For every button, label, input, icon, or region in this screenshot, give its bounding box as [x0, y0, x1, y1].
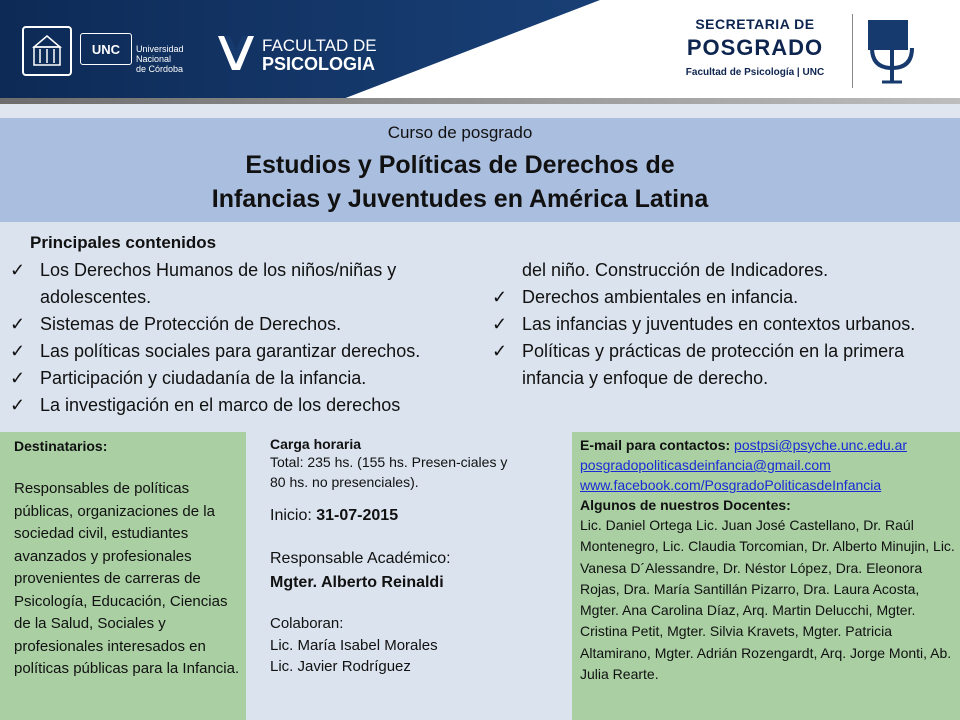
- facultad-name: FACULTAD DE PSICOLOGIA: [262, 36, 377, 74]
- academic-lead: Responsable Académico: Mgter. Alberto Reinaldi: [270, 550, 451, 591]
- list-item: ✓ Derechos ambientales en infancia.: [492, 284, 942, 311]
- email-link-1[interactable]: postpsi@psyche.unc.edu.ar: [734, 437, 908, 453]
- checkmark-icon: ✓: [10, 341, 26, 361]
- email-link-2[interactable]: posgradopoliticasdeinfancia@gmail.com: [580, 457, 831, 473]
- destinatarios-panel: [0, 432, 246, 720]
- unc-seal-icon: [22, 26, 72, 76]
- list-item: ✓ La investigación en el marco de los derechos: [10, 392, 480, 419]
- contents-heading: Principales contenidos: [30, 233, 217, 252]
- list-item: ✓ Políticas y prácticas de protección en la primera infancia y enfoque de derecho.: [492, 338, 942, 392]
- facultad-logo-icon: [216, 34, 256, 72]
- carga-horaria-heading: Carga horaria: [270, 436, 362, 452]
- unc-badge: UNC: [80, 33, 132, 65]
- list-item: ✓ Las infancias y juventudes en contextos urbanos.: [492, 311, 942, 338]
- docentes-heading: Algunos de nuestros Docentes:: [580, 497, 791, 513]
- course-type: Curso de posgrado: [387, 123, 533, 142]
- unc-full-name: Universidad Nacional de Córdoba: [136, 44, 184, 74]
- contents-list-left: [10, 257, 480, 419]
- list-item: ✓ Las políticas sociales para garantizar derechos.: [10, 338, 480, 365]
- secretaria-posgrado-logo: SECRETARIA DE POSGRADO Facultad de Psicología | UNC: [685, 16, 825, 78]
- contents-list-right: [492, 257, 942, 392]
- course-info-panel: [246, 432, 550, 720]
- checkmark-icon: ✓: [492, 287, 508, 307]
- collaborators: Colaboran: Lic. María Isabel Morales Lic. Javier Rodríguez: [270, 615, 438, 675]
- contents-section: [0, 222, 960, 432]
- checkmark-icon: ✓: [10, 368, 26, 388]
- logo-divider: [852, 14, 853, 88]
- header-banner: [0, 0, 960, 104]
- checkmark-icon: ✓: [10, 314, 26, 334]
- title-band: [0, 118, 960, 222]
- course-title: Estudios y Políticas de Derechos de Infancias y Juventudes en América Latina: [211, 151, 709, 213]
- psi-symbol-icon: [864, 18, 920, 84]
- checkmark-icon: ✓: [492, 341, 508, 361]
- destinatarios-heading: Destinatarios:: [14, 438, 108, 454]
- destinatarios-text: Responsables de políticas públicas, organizaciones de la sociedad civil, estudiantes avanzados y profesionales provenientes de carreras de Psicología, Educación, Ciencias de la Salud, Sociales y profesionales interesados en políticas públicas para la Infancia.: [14, 480, 240, 677]
- carga-horaria-text: Total: 235 hs. (155 hs. Presen-ciales y 80 hs. no presenciales).: [270, 454, 508, 490]
- email-row: E-mail para contactos: postpsi@psyche.unc.edu.ar: [580, 437, 908, 453]
- list-item: ✓ Sistemas de Protección de Derechos.: [10, 311, 480, 338]
- list-item: ✓ Los Derechos Humanos de los niños/niñas y adolescentes.: [10, 257, 480, 311]
- list-item: ✓ Participación y ciudadanía de la infancia.: [10, 365, 480, 392]
- start-date: Inicio: 31-07-2015: [270, 507, 399, 524]
- facebook-link[interactable]: www.facebook.com/PosgradoPoliticasdeInfancia: [580, 477, 882, 493]
- docentes-list: Lic. Daniel Ortega Lic. Juan José Castellano, Dr. Raúl Montenegro, Lic. Claudia Torcomian, Dr. Alberto Minujin, Lic. Vanesa D´Alessandre, Dr. Néstor López, Dra. Eleonora Rojas, Dra. María Santillán Pizarro, Dra. Laura Acosta, Mgter. Ana Carolina Díaz, Arq. Martin Delucchi, Mgter. Cristina Petit, Mgter. Silvia Kravets, Mgter. Patricia Altamirano, Mgter. Adrián Rozengardt, Arq. Jorge Monti, Ab. Julia Rearte.: [580, 517, 955, 683]
- checkmark-icon: ✓: [10, 395, 26, 415]
- header-gray-stripe: [0, 98, 960, 104]
- list-item-continuation: del niño. Construcción de Indicadores.: [522, 260, 829, 280]
- checkmark-icon: ✓: [492, 314, 508, 334]
- checkmark-icon: ✓: [10, 260, 26, 280]
- contact-panel: [550, 432, 960, 720]
